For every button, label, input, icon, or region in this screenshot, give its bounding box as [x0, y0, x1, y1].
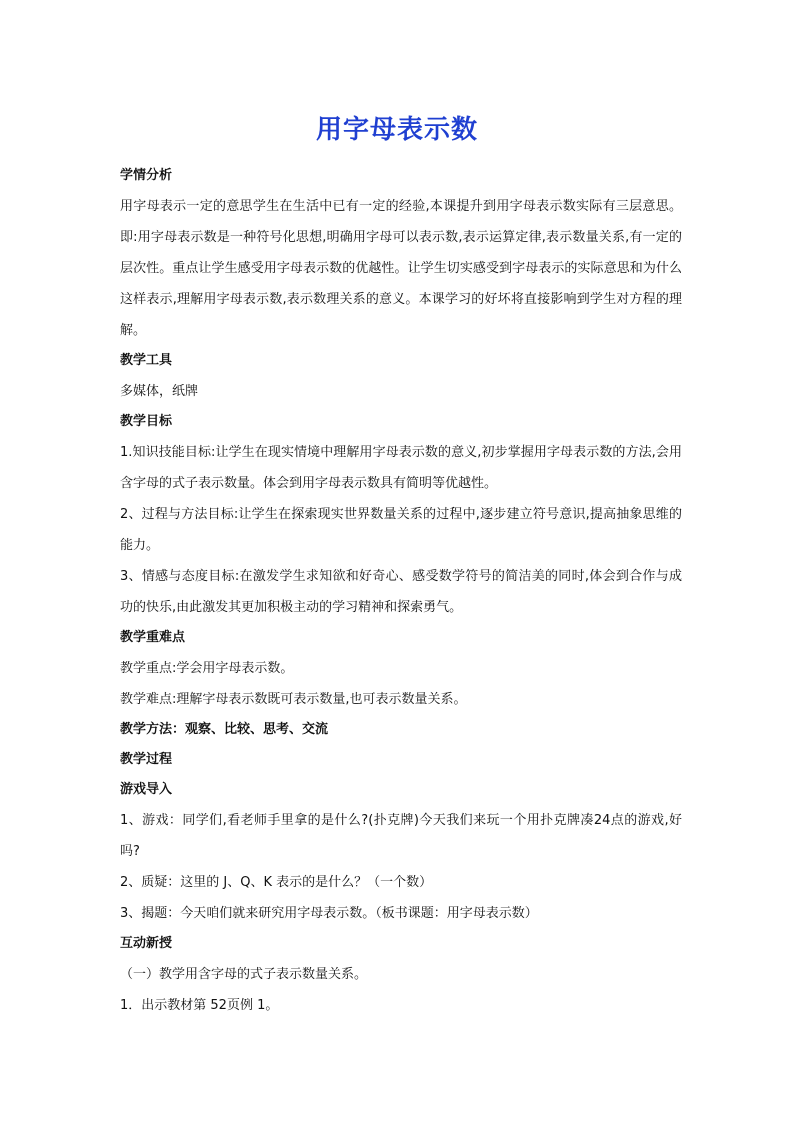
- section-heading-goals: 教学目标: [120, 414, 173, 429]
- section-heading-tools: 教学工具: [120, 353, 173, 368]
- process-step-2: 2、质疑：这里的 J、Q、K 表示的是什么？（一个数）: [120, 875, 433, 890]
- subsection-1-item: 1．出示教材第 52页例 1。: [120, 998, 279, 1013]
- goal-item-1: 1.知识技能目标:让学生在现实情境中理解用字母表示数的意义,初步掌握用字母表示数的方法,会用含字母的式子表示数量。体会到用字母表示数具有简明等优越性。: [120, 445, 682, 491]
- goal-item-3: 3、情感与态度目标:在激发学生求知欲和好奇心、感受数学符号的简洁美的同时,体会到合作与成功的快乐,由此激发其更加积极主动的学习精神和探索勇气。: [120, 569, 682, 615]
- section-heading-interactive: 互动新授: [120, 936, 173, 951]
- process-step-1: 1、游戏：同学们,看老师手里拿的是什么?(扑克牌)今天我们来玩一个用扑克牌凑24点的游戏,好吗?: [120, 813, 682, 859]
- analysis-paragraph: 用字母表示一定的意思学生在生活中已有一定的经验,本课提升到用字母表示数实际有三层意思。即:用字母表示数是一种符号化思想,明确用字母可以表示数,表示运算定律,表示数量关系,有一定的层次性。重点让学生感受用字母表示数的优越性。让学生切实感受到字母表示的实际意思和为什么这样表示,理解用字母表示数,表示数理关系的意义。本课学习的好坏将直接影响到学生对方程的理解。: [120, 199, 682, 338]
- process-step-3: 3、揭题：今天咱们就来研究用字母表示数。（板书课题：用字母表示数）: [120, 906, 538, 921]
- goal-item-2: 2、过程与方法目标:让学生在探索现实世界数量关系的过程中,逐步建立符号意识,提高抽象思维的能力。: [120, 507, 682, 553]
- teaching-method-line: 教学方法：观察、比较、思考、交流: [120, 722, 329, 737]
- document-title: 用字母表示数: [315, 115, 478, 145]
- key-point-line: 教学重点:学会用字母表示数。: [120, 661, 294, 676]
- tools-paragraph: 多媒体，纸牌: [120, 384, 199, 399]
- section-heading-game-intro: 游戏导入: [120, 782, 173, 797]
- section-heading-analysis: 学情分析: [120, 168, 173, 183]
- difficult-point-line: 教学难点:理解字母表示数既可表示数量,也可表示数量关系。: [120, 692, 467, 707]
- subsection-1: （一）教学用含字母的式子表示数量关系。: [120, 967, 368, 982]
- section-heading-process: 教学过程: [120, 752, 173, 767]
- document-body: [120, 161, 682, 1021]
- section-heading-key-difficult: 教学重难点: [120, 630, 186, 645]
